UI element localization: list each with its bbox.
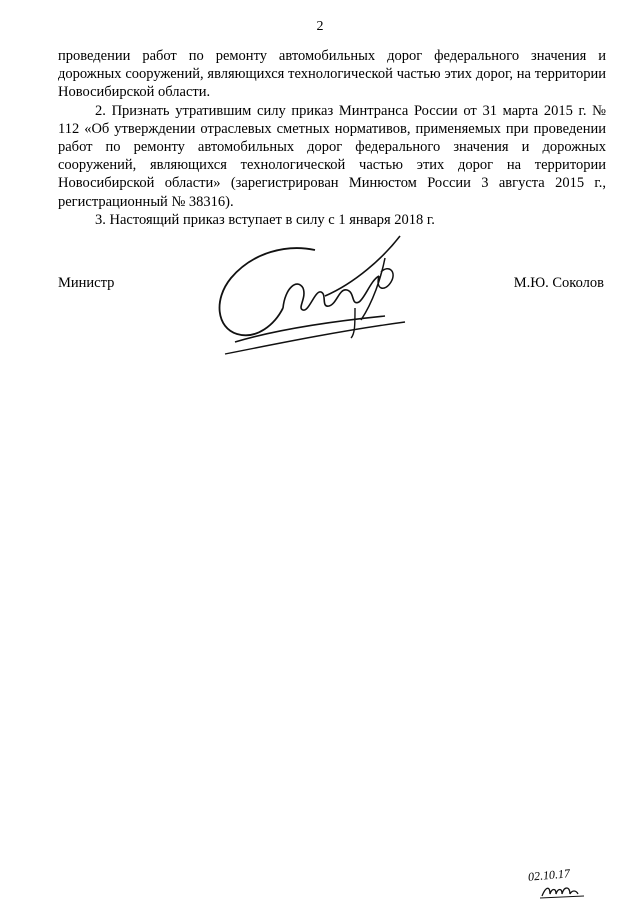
paragraph-2: 2. Признать утратившим силу приказ Минтранса России от 31 марта 2015 г. № 112 «Об утверждении отраслевых сметных нормативов, применяемых при проведении работ по ремонту автомобильных дорог федерального значения и дорожных сооружений, являющихся технологической частью этих дорог на территории Новосибирской области» (зарегистрирован Минюстом России 3 августа 2015 г., регистрационный № 38316). [58, 102, 606, 210]
page-number: 2 [316, 19, 324, 34]
paragraph-continuation: проведении работ по ремонту автомобильных дорог федерального значения и дорожных сооружений, являющихся технологической частью этих дорог, на территории Новосибирской области. [58, 48, 606, 101]
signer-name: М.Ю. Соколов [513, 275, 604, 291]
signature-image [205, 228, 420, 363]
handwritten-date: 02.10.17 [527, 866, 571, 884]
handwritten-initials [540, 882, 590, 900]
document-body [58, 47, 606, 229]
signer-position: Министр [58, 275, 115, 291]
paragraph-3: 3. Настоящий приказ вступает в силу с 1 января 2018 г. [95, 211, 435, 228]
